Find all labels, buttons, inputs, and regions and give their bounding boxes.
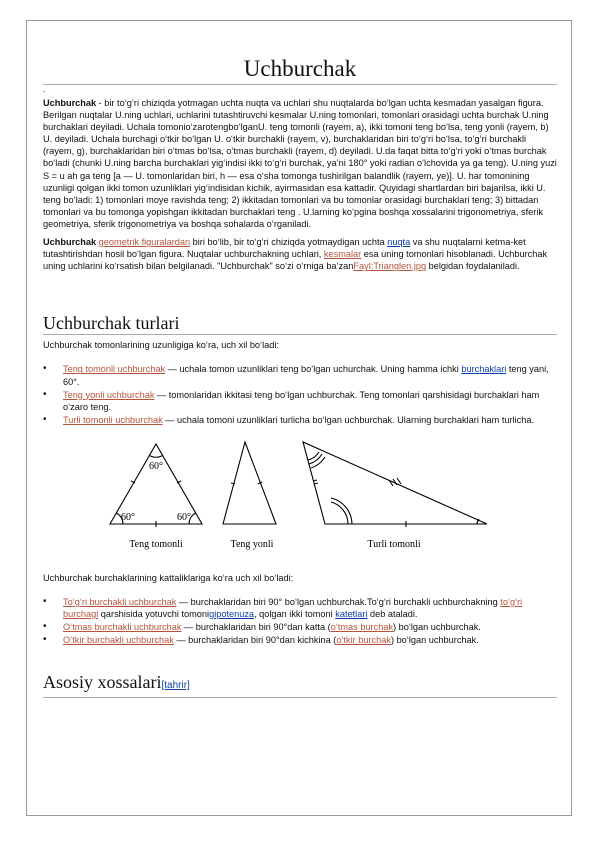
- angle-types-list: [43, 596, 557, 646]
- link-acute-triangle[interactable]: O‘tkir burchakli uchburchak: [63, 635, 174, 646]
- text: ) bo‘lgan uchburchak.: [390, 635, 479, 646]
- text: biri bo‘lib, bir to‘g‘ri chiziqda yotmaydigan uchta: [190, 237, 388, 248]
- separator-dash: -: [43, 87, 46, 96]
- types-lead: Uchburchak tomonlarining uzunligiga ko‘ra, uch xil bo‘ladi:: [43, 340, 279, 351]
- angle-label-right: 60°: [177, 511, 191, 523]
- triangles-illustration: [43, 436, 557, 552]
- triangle-figure: [43, 436, 557, 552]
- link-hypotenuse[interactable]: gipotenuza: [209, 609, 255, 620]
- text: deb ataladi.: [367, 609, 418, 620]
- list-item: [43, 389, 557, 413]
- list-item: [43, 634, 557, 646]
- text: — burchaklaridan biri 90°dan kichkina (: [173, 635, 337, 646]
- angle-label-top: 60°: [149, 460, 163, 472]
- angle-label-left: 60°: [121, 511, 135, 523]
- section-heading-properties: [43, 671, 557, 698]
- side-types-list: [43, 363, 557, 425]
- link-equilateral[interactable]: Teng tomonli uchburchak: [63, 364, 166, 375]
- text: esa uning tomonlari hisoblanadi. Uchburchak uning uchlarini ko‘rsatish bilan belgilanadi. "Uchburchak" so‘zi o‘rniga ba’zan: [43, 249, 548, 272]
- link-legs[interactable]: katetlari: [335, 609, 368, 620]
- link-angles[interactable]: burchaklari: [461, 364, 507, 375]
- page-title: Uchburchak: [43, 55, 557, 85]
- text: qarshisida yotuvchi tomoni: [98, 609, 210, 620]
- link-geometric-figures[interactable]: geometrik figuralardan: [98, 237, 191, 248]
- intro-text: - bir to‘g‘ri chiziqda yotmagan uchta nuqta va uchlari shu nuqtalarda bo‘lgan uchta kesmadan yasalgan figura. Berilgan nuqtalar U.ning uchlari, uchlarini tutashtiruvchi kesmalar U.ning tomonlari, tomonlari orasidagi uchta burchak U.ning burchaklari deyiladi. Uchala tomonio‘zarotengbo‘lganU. teng tomonli (rayem, a), ikki tomoni teng bo‘lsa, teng yonli (rayem, b) U. deyiladi. Uchala burchagi o‘tkir bo‘lgan U. o‘tkir burchakli (rayem, v), burchaklaridan biri to‘g‘ri bo‘lsa, to‘g‘ri burchakli (rayem, g), burchaklaridan biri o‘tmas bo‘lsa, o‘tmas burchakli (rayem, d) deyiladi. U.da faqat bitta to‘g‘ri yoki o‘tmas burchak bo‘ladi (chunki U.ning barcha burchaklari yig‘indisi ikki to‘g‘ri burchak, ya’ni 180° yoki radian o‘lchovida ya ga teng). U.ning yuzi S = u ah ga teng [a — U. tomonlaridan biri, h — esa o‘sha tomonga tushirilgan balandlik (rayem, ye)]. U. har tomonining uzunligi qolgan ikki tomon uzunliklari yig‘indisidan kichik, ayirmasidan esa kattadir. Quyidagi shartlardan biri bajarilsa, ikki U. teng bo‘ladi: 1) tomonlari moye ravishda teng; 2) ikkitadan tomonlari va bu tomonlar orasidagi burchaklari teng; 3) bittadan tomonlari va bu tomonga yopishgan ikkitadan burchaklari teng . U.larning ko‘pgina boshqa xossalarini trigonometriya, sferik geometriya, sferik trigonometriya va boshqa sohalarda o‘rganiladi.: [43, 98, 557, 229]
- isosceles-triangle: [223, 442, 276, 524]
- text: — burchaklaridan biri 90°dan katta (: [181, 622, 331, 633]
- link-obtuse-angle[interactable]: o‘tmas burchak: [330, 622, 394, 633]
- intro-paragraph: [43, 97, 557, 230]
- section-heading-types: Uchburchak turlari: [43, 312, 557, 335]
- edit-link[interactable]: [tahrir]: [161, 680, 190, 692]
- link-segments[interactable]: kesmalar: [323, 249, 362, 260]
- text: — uchala tomoni uzunliklari turlicha bo‘lgan uchburchak. Ularning burchaklari ham turlicha.: [162, 414, 535, 425]
- text: — burchaklaridan biri 90° bo‘lgan uchburchak.To‘g‘ri burchakli uchburchakning: [176, 596, 501, 607]
- document-page: [26, 20, 572, 816]
- list-item: [43, 414, 557, 426]
- caption-equilateral: Teng tomonli: [129, 538, 183, 550]
- list-item: [43, 596, 557, 620]
- text: , qolgan ikki tomoni: [254, 609, 336, 620]
- link-point[interactable]: nuqta: [387, 237, 411, 248]
- article: [43, 55, 557, 698]
- link-isosceles[interactable]: Teng yonli uchburchak: [63, 389, 155, 400]
- text: va shu nuqtalarni ketma-ket tutashtirishdan hosil bo‘lgan figura. Nuqtalar uchburchakning uchlari,: [43, 237, 526, 260]
- caption-isosceles: Teng yonli: [230, 538, 274, 550]
- text: teng yani, 60°.: [63, 364, 549, 387]
- scalene-triangle: [303, 442, 487, 527]
- link-right-triangle[interactable]: To‘g‘ri burchakli uchburchak: [63, 596, 177, 607]
- definition-paragraph: [43, 236, 557, 272]
- definition-term: Uchburchak: [43, 237, 97, 248]
- link-scalene[interactable]: Turli tomonli uchburchak: [63, 414, 163, 425]
- text: ) bo‘lgan uchburchak.: [393, 622, 481, 633]
- section-heading-text: Asosiy xossalari: [43, 672, 162, 693]
- text: — uchala tomon uzunliklari teng bo‘lgan uchurchak. Uning hamma ichki: [165, 364, 462, 375]
- list-item: [43, 363, 557, 387]
- link-acute-angle[interactable]: o‘tkir burchak: [336, 635, 391, 646]
- link-obtuse-triangle[interactable]: O‘tmas burchakli uchburchak: [63, 622, 182, 633]
- link-file-triangle[interactable]: Fayl:Trianglen.jpg: [353, 261, 427, 272]
- intro-term: Uchburchak: [43, 98, 97, 108]
- list-item: [43, 621, 557, 633]
- angle-types-lead: Uchburchak burchaklarining kattaliklariga ko‘ra uch xil bo‘ladi:: [43, 572, 294, 583]
- link-right-angle[interactable]: to‘g‘ri burchagi: [63, 596, 523, 620]
- text: — tomonlaridan ikkitasi teng bo‘lgan uchburchak. Teng tomonlari qarshisidagi burchaklari ham o‘zaro teng.: [63, 389, 540, 412]
- caption-scalene: Turli tomonli: [367, 538, 421, 550]
- text: belgidan foydalaniladi.: [426, 261, 520, 272]
